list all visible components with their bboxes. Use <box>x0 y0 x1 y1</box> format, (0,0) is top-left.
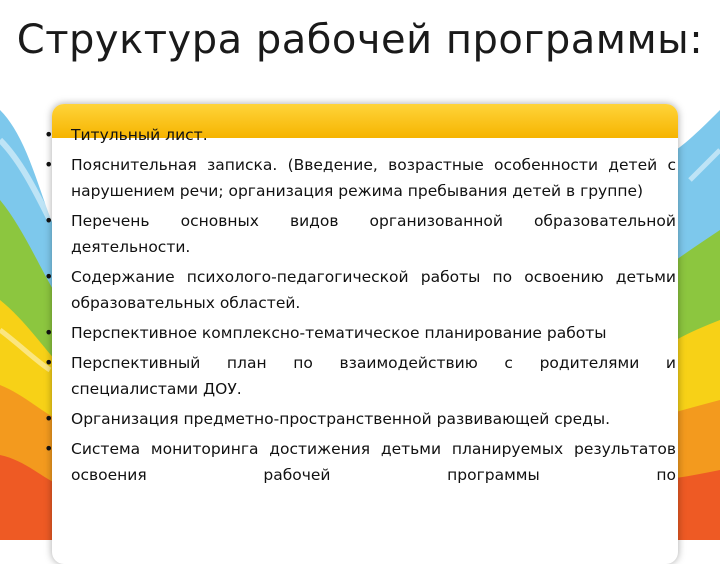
list-item <box>44 122 676 148</box>
list-item-text: Система мониторинга достижения детьми планируемых результатов освоения рабочей программы по <box>71 440 676 484</box>
list-item-text: Перечень основных видов организованной образовательной деятельности. <box>71 212 676 256</box>
bullet-icon: • <box>44 409 54 428</box>
bullet-icon: • <box>44 125 54 144</box>
list-item <box>44 406 676 432</box>
list-item <box>44 320 676 346</box>
list-item-text: Организация предметно-пространственной развивающей среды. <box>71 410 611 428</box>
list-item-text: Титульный лист. <box>71 126 208 144</box>
list-item <box>44 152 676 204</box>
list-item-text: Перспективный план по взаимодействию с родителями и специалистами ДОУ. <box>71 354 676 398</box>
bullet-icon: • <box>44 439 54 458</box>
bullet-icon: • <box>44 267 54 286</box>
list-item-text: Содержание психолого-педагогической работы по освоению детьми образовательных областей. <box>71 268 676 312</box>
list-item <box>44 208 676 260</box>
bullet-icon: • <box>44 323 54 342</box>
bullet-icon: • <box>44 211 54 230</box>
bullet-icon: • <box>44 155 54 174</box>
bullet-icon: • <box>44 353 54 372</box>
list-item <box>44 264 676 316</box>
list-item <box>44 436 676 488</box>
list-item-text: Пояснительная записка. (Введение, возрастные особенности детей с нарушением речи; организация режима пребывания детей в группе) <box>71 156 676 200</box>
list-item-text: Перспективное комплексно-тематическое планирование работы <box>71 324 607 342</box>
list-item <box>44 350 676 402</box>
structure-list <box>44 122 676 492</box>
slide-title: Структура рабочей программы: <box>16 17 704 63</box>
